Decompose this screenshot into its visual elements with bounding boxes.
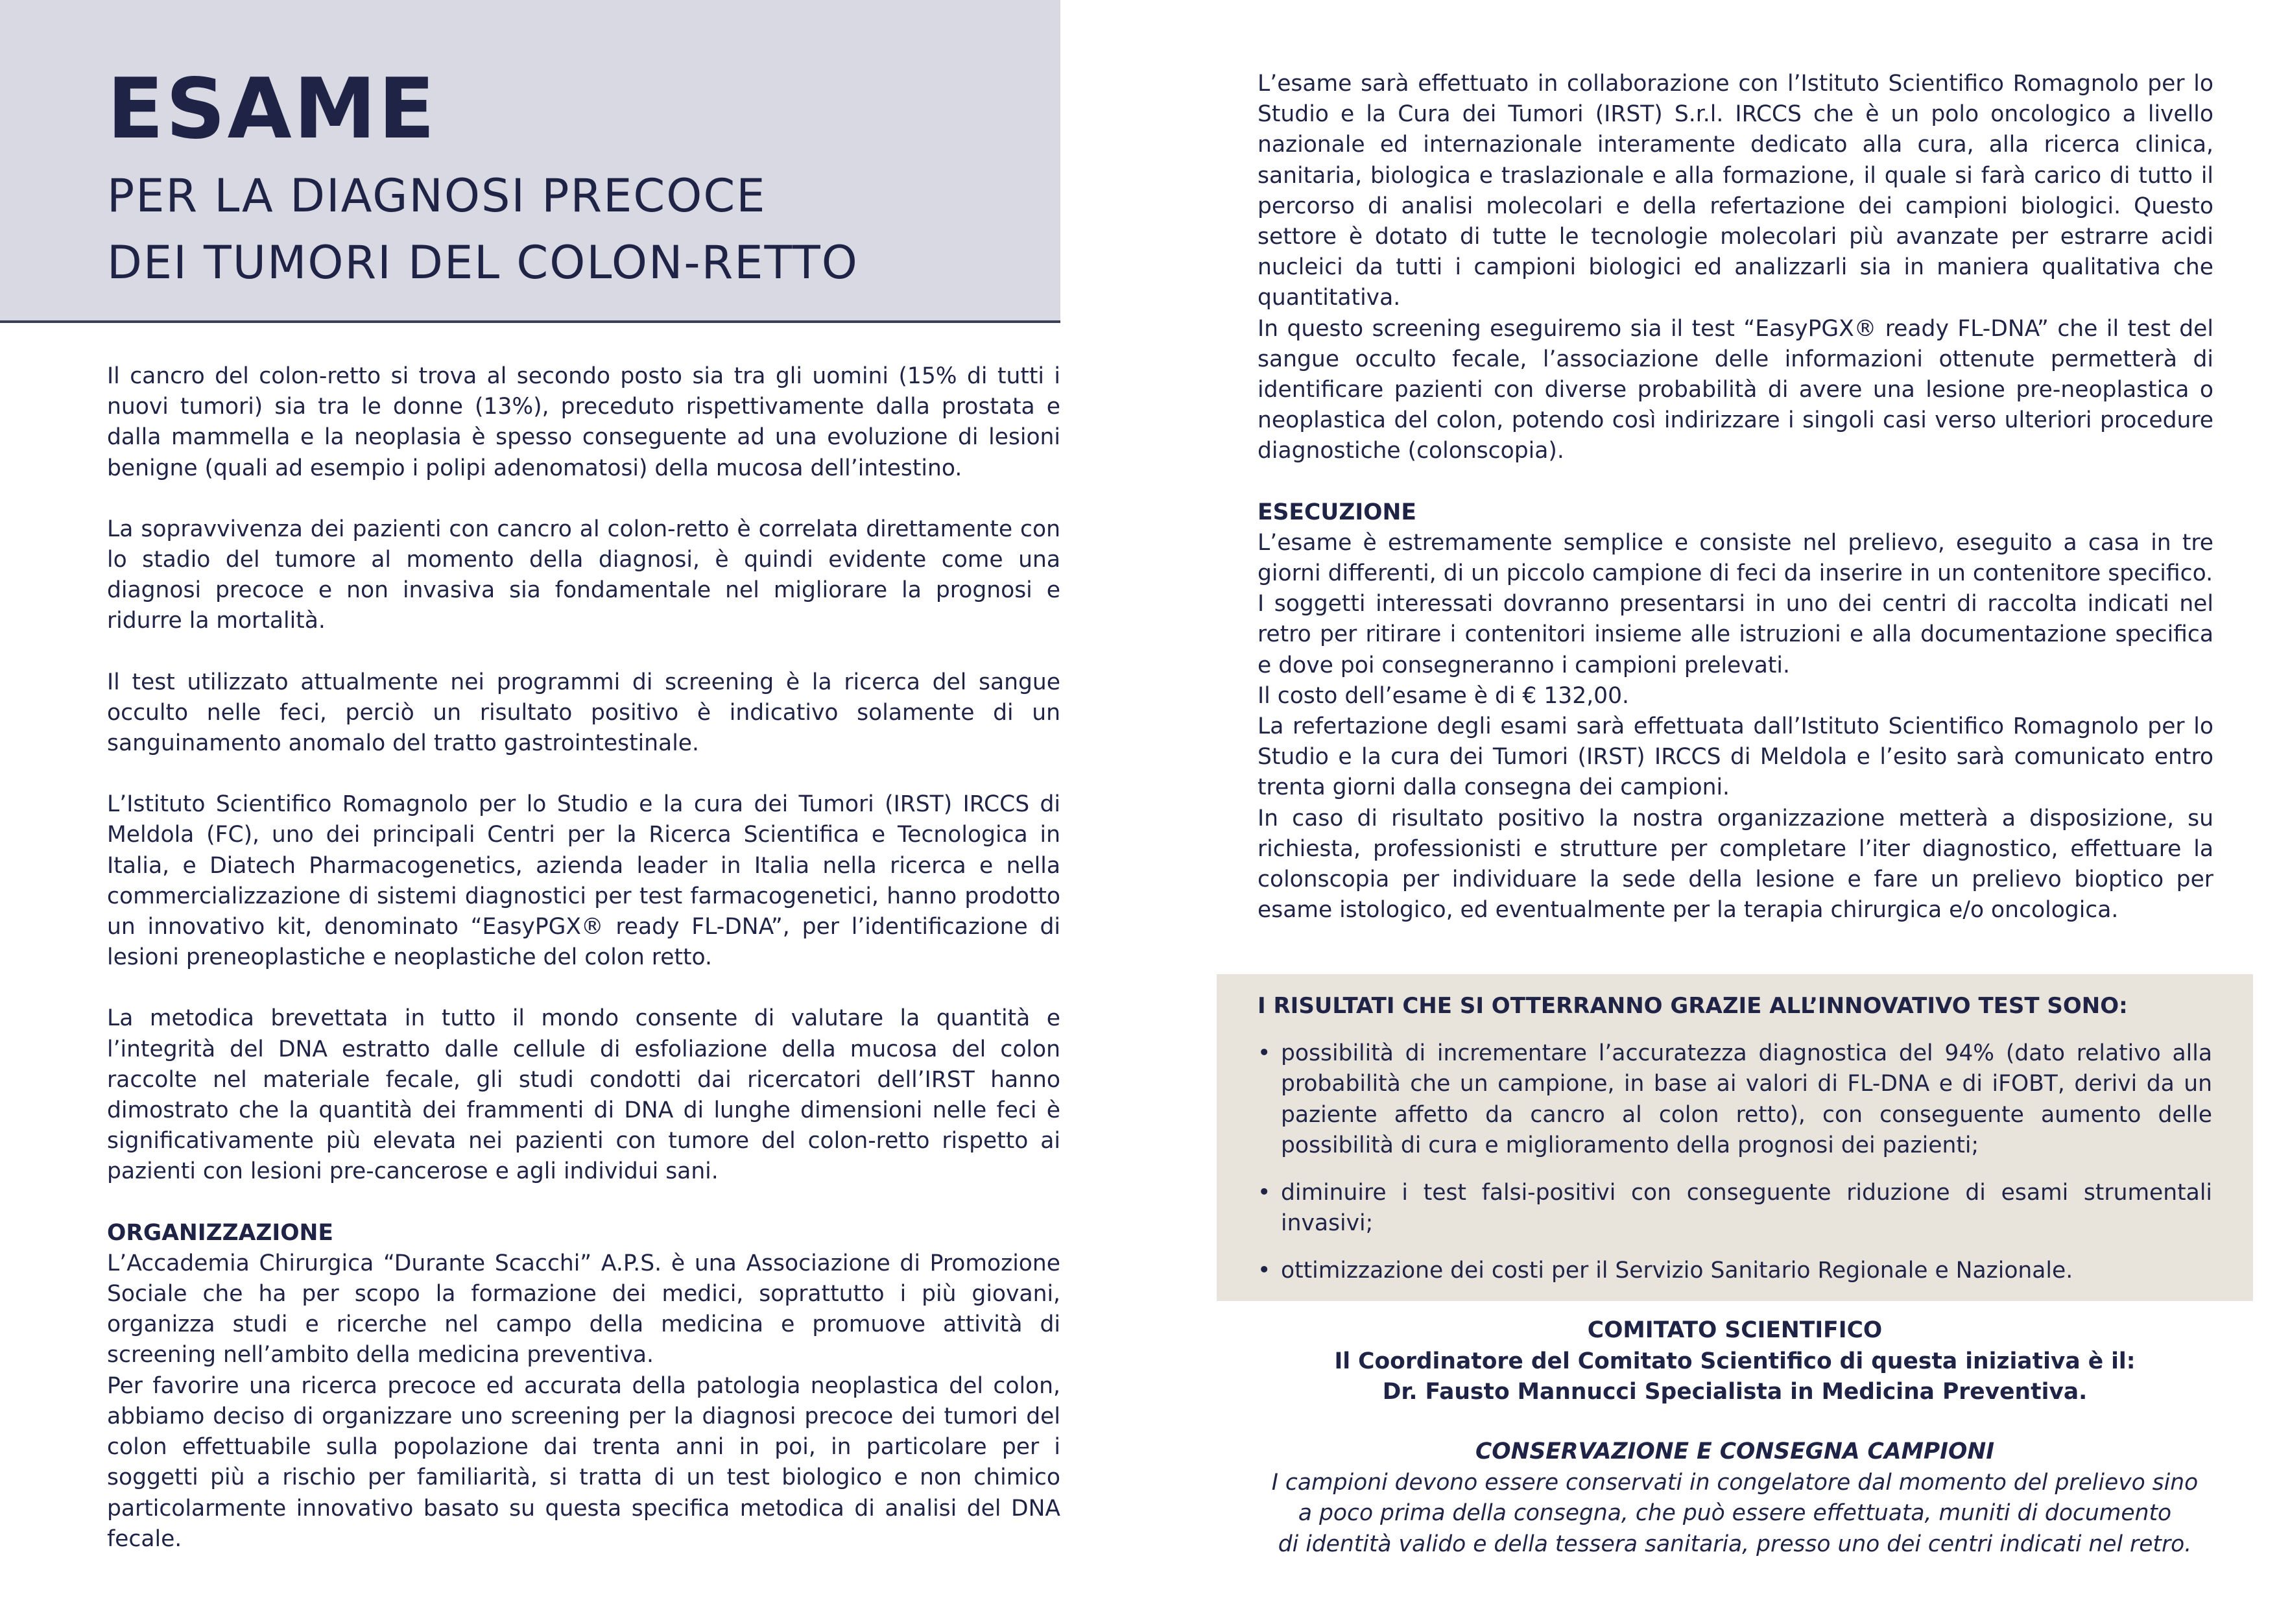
results-heading: I RISULTATI CHE SI OTTERRANNO GRAZIE ALL’INNOVATIVO TEST SONO: bbox=[1258, 993, 2128, 1019]
conservation-line-3: di identità valido e della tessera sanitaria, presso uno dei centri indicati nel retro. bbox=[1278, 1531, 2192, 1557]
execution-paragraph-4: La refertazione degli esami sarà effettuata dall’Istituto Scientifico Romagnolo per lo Studio e la cura dei Tumori (IRST) IRCCS di Meldola e l’esito sarà comunicato entro trenta giorni dalla consegna dei campioni. bbox=[1258, 713, 2213, 801]
page-title: ESAME bbox=[107, 61, 437, 158]
page-subtitle-line2: DEI TUMORI DEL COLON-RETTO bbox=[107, 236, 859, 289]
collaboration-paragraph: L’esame sarà effettuato in collaborazione con l’Istituto Scientifico Romagnolo per lo Studio e la Cura dei Tumori (IRST) S.r.l. IRCCS che è un polo oncologico a livello nazionale ed internazionale interamente dedicato alla cura, alla ricerca clinica, sanitaria, biologica e traslazionale e alla formazione, il quale si farà carico di tutto il percorso di analisi molecolari e della refertazione dei campioni biologici. Questo settore è dotato di tutte le tecnologie molecolari più avanzate per estrarre acidi nucleici da tutti i campioni biologici ed analizzarli sia in maniera qualitativa che quantitativa. bbox=[1258, 71, 2213, 311]
conservation-line-2: a poco prima della consegna, che può essere effettuata, muniti di documento bbox=[1298, 1500, 2172, 1526]
intro-paragraph-4: L’Istituto Scientifico Romagnolo per lo Studio e la cura dei Tumori (IRST) IRCCS di Meldola (FC), uno dei principali Centri per la Ricerca Scientifica e Tecnologica in Italia, e Diatech Pharmacogenetics, azienda leader in Italia nella ricerca e nella commercializzazione di sistemi diagnostici per test farmacogenetici, hanno prodotto un innovativo kit, denominato “EasyPGX® ready FL-DNA”, per l’identificazione di lesioni preneoplastiche e neoplastiche del colon retto. bbox=[107, 791, 1060, 971]
results-list-item bbox=[1258, 1178, 2212, 1239]
execution-heading: ESECUZIONE bbox=[1258, 499, 1416, 525]
execution-paragraph-2: I soggetti interessati dovranno presentarsi in uno dei centri di raccolta indicati nel retro per ritirare i contenitori insieme alle istruzioni e alla documentazione specifica e dove poi consegneranno i campioni prelevati. bbox=[1258, 591, 2213, 678]
intro-paragraph-2: La sopravvivenza dei pazienti con cancro al colon-retto è correlata direttamente con lo stadio del tumore al momento della diagnosi, è quindi evidente come una diagnosi precoce e non invasiva sia fondamentale nel migliorare la prognosi e ridurre la mortalità. bbox=[107, 516, 1060, 634]
committee-line-2: Dr. Fausto Mannucci Specialista in Medicina Preventiva. bbox=[1382, 1379, 2088, 1405]
bullet-icon: • bbox=[1258, 1040, 1271, 1067]
results-item-text: ottimizzazione dei costi per il Servizio Sanitario Regionale e Nazionale. bbox=[1281, 1258, 2073, 1284]
results-list bbox=[1258, 1038, 2212, 1286]
right-column bbox=[1258, 69, 2213, 925]
results-box bbox=[1217, 974, 2253, 1301]
conservation-line-1: I campioni devono essere conservati in congelatore dal momento del prelievo sino bbox=[1271, 1469, 2199, 1496]
execution-paragraph-5: In caso di risultato positivo la nostra organizzazione metterà a disposizione, su richiesta, professionisti e strutture per completare l’iter diagnostico, effettuare la colonscopia per individuare la sede della lesione e fare un prelievo bioptico per esame istologico, ed eventualmente per la terapia chirurgica e/o oncologica. bbox=[1258, 805, 2213, 924]
results-list-item bbox=[1258, 1256, 2212, 1286]
header-band bbox=[0, 0, 1060, 323]
bullet-icon: • bbox=[1258, 1258, 1271, 1284]
intro-paragraph-1: Il cancro del colon-retto si trova al secondo posto sia tra gli uomini (15% di tutti i nuovi tumori) sia tra le donne (13%), preceduto rispettivamente dalla prostata e dalla mammella e la neoplasia è spesso conseguente ad una evoluzione di lesioni benigne (quali ad esempio i polipi adenomatosi) della mucosa dell’intestino. bbox=[107, 363, 1060, 481]
bullet-icon: • bbox=[1258, 1180, 1271, 1206]
scientific-committee bbox=[1217, 1315, 2253, 1408]
screening-paragraph: In questo screening eseguiremo sia il test “EasyPGX® ready FL-DNA” che il test del sangue occulto fecale, l’associazione delle informazioni ottenute permetterà di identificare pazienti con diverse probabilità di avere una lesione pre-neoplastica o neoplastica del colon, potendo così indirizzare i singoli casi verso ulteriori procedure diagnostiche (colonscopia). bbox=[1258, 315, 2213, 464]
committee-heading: COMITATO SCIENTIFICO bbox=[1587, 1317, 1883, 1343]
intro-paragraph-5: La metodica brevettata in tutto il mondo consente di valutare la quantità e l’integrità del DNA estratto dalle cellule di esfoliazione della mucosa del colon raccolte nel materiale fecale, gli studi condotti dai ricercatori dell’IRST hanno dimostrato che la quantità dei frammenti di DNA di lunghe dimensioni nelle feci è significativamente più elevata nei pazienti con tumore del colon-retto rispetto ai pazienti con lesioni pre-cancerose e agli individui sani. bbox=[107, 1005, 1060, 1185]
page-subtitle-line1: PER LA DIAGNOSI PRECOCE bbox=[107, 169, 767, 222]
results-item-text: diminuire i test falsi-positivi con conseguente riduzione di esami strumentali invasivi; bbox=[1281, 1180, 2212, 1237]
results-list-item bbox=[1258, 1038, 2212, 1161]
execution-paragraph-1: L’esame è estremamente semplice e consiste nel prelievo, eseguito a casa in tre giorni differenti, di un piccolo campione di feci da inserire in un contenitore specifico. bbox=[1258, 529, 2213, 587]
left-column bbox=[107, 361, 1060, 1555]
cost-paragraph: Il costo dell’esame è di € 132,00. bbox=[1258, 682, 1630, 709]
organization-paragraph-2: Per favorire una ricerca precoce ed accurata della patologia neoplastica del colon, abbiamo deciso di organizzare uno screening per la diagnosi precoce dei tumori del colon effettuabile sulla popolazione dai trenta anni in poi, in particolare per i soggetti più a rischio per familiarità, si tratta di un test biologico e non chimico particolarmente innovativo basato su questa specifica metodica di analisi del DNA fecale. bbox=[107, 1372, 1060, 1552]
organization-paragraph-1: L’Accademia Chirurgica “Durante Scacchi” A.P.S. è una Associazione di Promozione Sociale che ha per scopo la formazione dei medici, soprattutto i più giovani, organizza studi e ricerche nel campo della medicina e promuove attività di screening nell’ambito della medicina preventiva. bbox=[107, 1250, 1060, 1368]
results-item-text: possibilità di incrementare l’accuratezza diagnostica del 94% (dato relativo alla probabilità che un campione, in base ai valori di FL-DNA e di iFOBT, derivi da un paziente affetto da cancro al colon retto), con conseguente aumento delle possibilità di cura e miglioramento della prognosi dei pazienti; bbox=[1281, 1040, 2212, 1158]
committee-line-1: Il Coordinatore del Comitato Scientifico di questa iniziativa è il: bbox=[1334, 1348, 2136, 1374]
conservation-section bbox=[1217, 1437, 2253, 1560]
conservation-heading: CONSERVAZIONE E CONSEGNA CAMPIONI bbox=[1475, 1439, 1995, 1464]
intro-paragraph-3: Il test utilizzato attualmente nei programmi di screening è la ricerca del sangue occulto nelle feci, perciò un risultato positivo è indicativo solamente di un sanguinamento anomalo del tratto gastrointestinale. bbox=[107, 669, 1060, 757]
organization-heading: ORGANIZZAZIONE bbox=[107, 1219, 333, 1246]
